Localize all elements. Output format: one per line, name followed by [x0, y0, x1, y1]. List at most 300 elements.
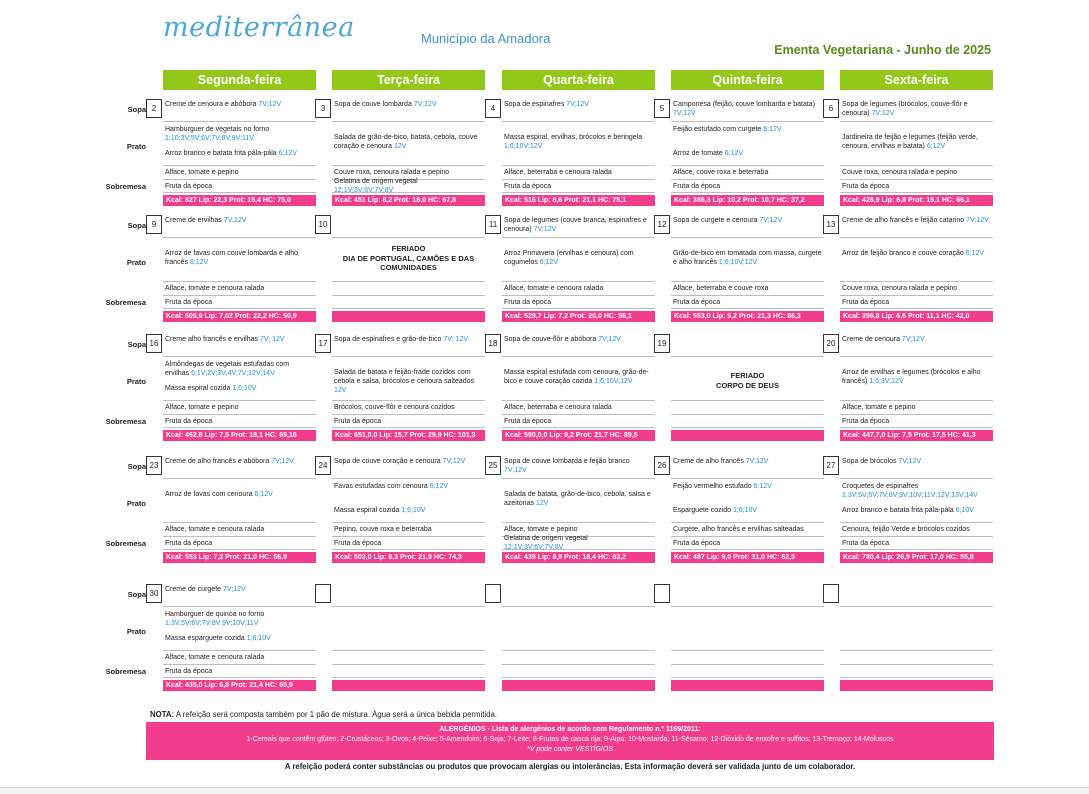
main-dish-text	[673, 506, 822, 515]
day-header-2: Quarta-feira	[502, 70, 655, 90]
soup-text	[673, 216, 822, 225]
allergen-codes: 6;12V	[926, 143, 946, 150]
allergens-title: ALERGÉNIOS - Lista de alergénios de acordo com Regulamento n.º 1169/2011:	[439, 726, 701, 733]
dessert-text	[504, 298, 653, 307]
cell-divider	[163, 308, 316, 309]
footer-disclaimer: A refeição poderá conter substâncias ou produtos que provocam alergias ou intolerâncias. Esta informação deverá ser validada junto de um colaborador.	[284, 762, 856, 771]
day-number: 19	[654, 334, 670, 353]
holiday-line: FERIADO	[391, 244, 426, 253]
cell-divider	[502, 414, 655, 415]
salad-text: Cenoura, feijão Verde e brócolos cozidos	[842, 526, 970, 533]
allergen-codes: 7V;12V	[966, 217, 989, 224]
dessert-text	[673, 182, 822, 191]
allergen-codes: 7V;12V	[271, 458, 294, 465]
soup-text	[504, 100, 653, 109]
cell-divider	[840, 192, 993, 193]
main-dish-text	[165, 610, 314, 628]
row-label-prato: Prato	[126, 499, 146, 508]
row-label-sobremesa: Sobremesa	[105, 539, 146, 548]
dish-text: Sopa de couve-flôr e abóbora	[504, 336, 599, 343]
dessert-text	[842, 539, 991, 548]
salad-text: Couve roxa, cenoura ralada e pepino	[334, 169, 450, 176]
cell-divider	[502, 606, 655, 607]
dish-text: Favas estufadas com cenoura	[334, 483, 430, 490]
kcal-bar: Kcal: 780,4 Lip: 26,9 Prot: 17,0 HC: 55,8	[840, 552, 993, 563]
day-number	[823, 584, 839, 603]
dish-text: Creme alho francês e ervilhas	[165, 336, 260, 343]
day-number	[485, 584, 501, 603]
cell-divider	[671, 650, 824, 651]
cell-divider	[502, 308, 655, 309]
day-number: 9	[146, 215, 162, 234]
cell-divider	[332, 237, 485, 238]
dessert-name: Fruta da época	[673, 183, 721, 190]
cell-divider	[671, 356, 824, 357]
dish-text: Creme de cenoura	[842, 336, 902, 343]
dessert-name: Fruta da época	[842, 418, 890, 425]
allergen-codes: 7V;12V	[223, 217, 247, 224]
kcal-bar	[332, 311, 485, 322]
cell-divider	[163, 165, 316, 166]
cell-divider	[671, 165, 824, 166]
cell-divider	[163, 536, 316, 537]
cell-divider	[671, 237, 824, 238]
main-dish-text	[334, 506, 483, 515]
main-dish-text	[165, 384, 314, 393]
dessert-name: Fruta da época	[504, 299, 552, 306]
cell-divider	[332, 295, 485, 296]
municipality-title: Município da Amadora	[421, 31, 551, 46]
cell-divider	[163, 522, 316, 523]
cell-divider	[332, 414, 485, 415]
cell-divider	[840, 650, 993, 651]
allergen-codes: 12;1V;3V;6V;7V;8V	[334, 187, 394, 194]
allergen-codes: 6;1V;2V;3V;4V;7V;12V;14V	[191, 370, 275, 377]
allergen-codes: 7V;12V	[898, 458, 922, 465]
dessert-text	[334, 539, 483, 548]
cell-divider	[502, 664, 655, 665]
salad-text: Alface, beterraba e cenoura ralada	[504, 169, 612, 176]
day-number: 18	[485, 334, 501, 353]
dish-text: Arroz de favas com cenoura	[165, 491, 255, 498]
cell-divider	[502, 281, 655, 282]
cell-divider	[332, 664, 485, 665]
soup-text	[334, 335, 483, 344]
allergen-codes: 7V;12V	[598, 336, 621, 343]
cell-divider	[840, 414, 993, 415]
day-number: 4	[485, 99, 501, 118]
soup-text	[673, 457, 822, 466]
main-dish-text	[673, 149, 822, 158]
main-dish-text	[504, 133, 653, 151]
salad-text: Alface, tomate e pepino	[165, 404, 239, 411]
cell-divider	[502, 677, 655, 678]
soup-text	[842, 335, 991, 344]
allergen-codes: 1;6;10V	[732, 507, 758, 514]
allergen-codes: 1;6;10V	[232, 385, 257, 392]
soup-text	[334, 100, 483, 109]
salad-text: Alface, beterraba e couve roxa	[673, 285, 769, 292]
allergen-codes: 7V;12V	[871, 110, 895, 117]
allergen-codes: 1;6;10V;12V	[718, 259, 758, 266]
allergen-codes: 7V;12V	[566, 101, 589, 108]
dessert-name: Fruta da época	[842, 183, 890, 190]
cell-divider	[163, 281, 316, 282]
soup-text	[165, 100, 314, 109]
cell-divider	[502, 356, 655, 357]
dish-text: Sopa de curgete e cenoura	[673, 217, 760, 224]
dish-text: Sopa de espinafres e grão-de-bico	[334, 336, 444, 343]
main-dish-text	[165, 490, 314, 499]
soup-text	[504, 216, 653, 234]
salad-text: Couve roxa, cenoura ralada e pepino	[842, 169, 958, 176]
dessert-name: Fruta da época	[165, 183, 213, 190]
soup-text	[165, 216, 314, 225]
salad-text: Curgete, alho francês e ervilhas salteadas	[673, 526, 804, 533]
day-number: 2	[146, 99, 162, 118]
dish-text: Arroz de feijão branco e couve coração	[842, 250, 966, 257]
cell-divider	[332, 536, 485, 537]
kcal-bar: Kcal: 553,0 Lip: 9,2 Prot: 21,3 HC: 86,3	[671, 311, 824, 322]
allergen-codes: 1;10;3V;5V;6V;7V;8V;9V;11V	[165, 135, 254, 142]
cell-divider	[163, 549, 316, 550]
main-dish-text	[165, 634, 314, 643]
day-number	[315, 584, 331, 603]
kcal-bar: Kcal: 451 Lip: 8,2 Prot: 18,0 HC: 67,8	[332, 195, 485, 206]
main-dish-text	[165, 249, 314, 267]
allergen-codes: 6;12V	[429, 483, 449, 490]
main-dish-text	[842, 133, 991, 151]
cell-divider	[671, 295, 824, 296]
cell-divider	[163, 356, 316, 357]
allergen-codes: 7V;12V	[222, 586, 246, 593]
dish-text: Salada de grão-de-bico, batata, cebola, couve coração e cenoura	[334, 134, 478, 150]
kcal-bar: Kcal: 396,8 Lip: 6,6 Prot: 11,1 HC: 42,0	[840, 311, 993, 322]
day-header-1: Terça-feira	[332, 70, 485, 90]
dish-text: Creme de alho francês	[673, 458, 746, 465]
cell-divider	[332, 308, 485, 309]
cell-divider	[671, 536, 824, 537]
dessert-text	[165, 417, 314, 426]
dish-text: Camponesa (feijão, couve lombarda e batata)	[673, 101, 816, 108]
row-label-sopa: Sopa	[127, 340, 146, 349]
day-number: 27	[823, 456, 839, 475]
dessert-text	[504, 182, 653, 191]
cell-divider	[163, 192, 316, 193]
kcal-bar: Kcal: 503,0 Lip: 8,3 Prot: 21,9 HC: 74,3	[332, 552, 485, 563]
kcal-bar: Kcal: 590,0,0 Lip: 9,2 Prot: 21,7 HC: 89,5	[502, 430, 655, 441]
cell-divider	[840, 478, 993, 479]
cell-divider	[671, 664, 824, 665]
holiday-notice	[671, 371, 824, 390]
day-number: 12	[654, 215, 670, 234]
cell-divider	[671, 414, 824, 415]
allergen-codes: 6;12V	[965, 250, 985, 257]
dish-text: Massa espiral estufada com cenoura, grão-de-bico e couve coração cozida	[504, 369, 649, 385]
cell-divider	[840, 664, 993, 665]
day-number: 25	[485, 456, 501, 475]
allergen-codes: 1;3V;5V;6V;7V;8V;9V;10V;11V;12V;13V;14V	[842, 492, 978, 499]
allergen-codes: 1;6;10V;12V	[504, 143, 543, 150]
cell-divider	[163, 237, 316, 238]
dish-text: Creme de alho francês e abóbora	[165, 458, 272, 465]
allergen-codes: 7V;12V	[759, 217, 783, 224]
salad-text: Alface, tomate e cenoura ralada	[165, 654, 265, 661]
cell-divider	[502, 650, 655, 651]
cell-divider	[840, 400, 993, 401]
allergen-codes: 7V;12V	[413, 101, 437, 108]
allergen-codes: 12V	[393, 143, 407, 150]
dessert-text	[504, 417, 653, 426]
day-number: 6	[823, 99, 839, 118]
soup-text	[165, 335, 314, 344]
cell-divider	[163, 650, 316, 651]
row-label-sopa: Sopa	[127, 105, 146, 114]
row-label-prato: Prato	[126, 142, 146, 151]
allergen-codes: 1;6;10V	[246, 635, 271, 642]
main-dish-text	[673, 249, 822, 267]
cell-divider	[840, 549, 993, 550]
dessert-name: Gelatina de origem vegetal	[334, 178, 418, 185]
dessert-name: Fruta da época	[504, 183, 552, 190]
soup-text	[165, 585, 314, 594]
allergen-codes: 1;3V;5V;6V;7V;8V;9V;10V;11V	[165, 620, 259, 627]
day-header-4: Sexta-feira	[840, 70, 993, 90]
soup-text	[504, 457, 653, 475]
soup-text	[842, 216, 991, 225]
dessert-text	[165, 667, 314, 676]
note-label: NOTA:	[150, 710, 175, 719]
allergen-codes: 12;1V;3V;6V;7V;8V	[504, 544, 564, 551]
cell-divider	[671, 427, 824, 428]
row-label-sobremesa: Sobremesa	[105, 417, 146, 426]
row-label-sobremesa: Sobremesa	[105, 298, 146, 307]
dish-text: Arroz de ervilhas e legumes (brócolos e alho francês)	[842, 369, 981, 385]
cell-divider	[502, 121, 655, 122]
dessert-name: Gelatina de origem vegetal	[504, 535, 588, 542]
cell-divider	[163, 179, 316, 180]
kcal-bar: Kcal: 487 Lip: 9,0 Prot: 31,0 HC: 62,5	[671, 552, 824, 563]
dessert-text	[842, 417, 991, 426]
dessert-text	[165, 539, 314, 548]
cell-divider	[840, 356, 993, 357]
allergen-codes: 7V; 12V	[443, 336, 469, 343]
cell-divider	[671, 400, 824, 401]
cell-divider	[332, 677, 485, 678]
allergen-codes: 7V;12V	[442, 458, 466, 465]
kcal-bar: Kcal: 553 Lip: 7,2 Prot: 21,0 HC: 56,9	[163, 552, 316, 563]
main-dish-text	[673, 125, 822, 134]
dessert-name: Fruta da época	[334, 540, 382, 547]
day-number: 5	[654, 99, 670, 118]
soup-text	[334, 457, 483, 466]
salad-text: Pepino, couve roxa e beterraba	[334, 526, 432, 533]
dish-text: Sopa de brócolos	[842, 458, 899, 465]
allergen-codes: 7V;12V	[533, 226, 557, 233]
cell-divider	[840, 165, 993, 166]
cell-divider	[502, 427, 655, 428]
brand-logo: mediterrânea	[163, 12, 355, 43]
dish-text: Arroz de tomate	[673, 150, 725, 157]
day-number	[654, 584, 670, 603]
cell-divider	[502, 295, 655, 296]
allergens-box	[146, 722, 994, 760]
holiday-line: FERIADO	[730, 371, 765, 380]
allergen-codes: 7V;12V	[673, 110, 696, 117]
dish-text: Creme de alho francês e feijão catarino	[842, 217, 967, 224]
row-label-sobremesa: Sobremesa	[105, 182, 146, 191]
salad-text: Couve roxa, cenoura ralada e pepino	[842, 285, 958, 292]
cell-divider	[163, 427, 316, 428]
kcal-bar: Kcal: 505,9 Lip: 7,02 Prot: 22,2 HC: 50,9	[163, 311, 316, 322]
day-number: 26	[654, 456, 670, 475]
dish-text: Sopa de couve lombarda	[334, 101, 414, 108]
dish-text: Massa espiral cozida	[165, 385, 233, 392]
cell-divider	[163, 677, 316, 678]
allergen-codes: 1;6;10V	[401, 507, 426, 514]
dish-text: Creme de ervilhas	[165, 217, 224, 224]
dessert-name: Fruta da época	[673, 299, 721, 306]
day-header-3: Quinta-feira	[671, 70, 824, 90]
kcal-bar: Kcal: 529,7 Lip: 7,2 Prot: 20,0 HC: 56,1	[502, 311, 655, 322]
cell-divider	[502, 192, 655, 193]
cell-divider	[671, 606, 824, 607]
dish-text: Feijão vermelho estufado	[673, 483, 754, 490]
soup-text	[842, 457, 991, 466]
dish-text: Feijão estufado com curgete	[673, 126, 764, 133]
dish-text: Arroz branco e batata frita pála-pála	[842, 507, 956, 514]
main-dish-text	[165, 125, 314, 143]
salad-text: Brócolos, couve-flôr e cenoura cozidos	[334, 404, 455, 411]
dish-text: Jardineira de feijão e legumes (feijão verde, cenoura, ervilhas e batata)	[842, 134, 978, 150]
allergen-codes: 6;12V	[278, 150, 297, 157]
dish-text: Grão-de-bico em tomatada com massa, curgete e alho francês	[673, 250, 822, 266]
day-number: 3	[315, 99, 331, 118]
dish-text: Hamburguer de quinoa no forno	[165, 611, 265, 618]
kcal-bar: Kcal: 439 Lip: 8,9 Prot: 18,4 HC: 63,2	[502, 552, 655, 563]
main-dish-text	[504, 249, 653, 267]
cell-divider	[671, 192, 824, 193]
dessert-name: Fruta da época	[673, 540, 721, 547]
salad-text: Alface, tomate e cenoura ralada	[165, 285, 265, 292]
kcal-bar: Kcal: 462,8 Lip: 7,5 Prot: 18,1 HC: 69,16	[163, 430, 316, 441]
salad-text: Alface, tomate e cenoura ralada	[504, 285, 604, 292]
cell-divider	[671, 478, 824, 479]
allergens-list: 1-Cereais que contêm glúten; 2-Crustáceos; 3-Ovos; 4-Peixe; 5-Amendoim; 6-Soja; 7-Leite; 8-Frutos de casca rija; 9-Aipo; 10-Mostarda; 11-Sésamo; 12-Dióxido de enxofre e sulfitos; 13-Tremoço; 14-Moluscos	[246, 736, 894, 743]
row-label-sobremesa: Sobremesa	[105, 667, 146, 676]
main-dish-text	[842, 249, 991, 258]
cell-divider	[332, 606, 485, 607]
salad-text: Alface, tomate e pepino	[165, 169, 239, 176]
kcal-bar	[671, 430, 824, 441]
dish-text: Salada de batata e feijão-frade cozidos com cebola e salsa, brócolos e cenoura salteados	[334, 369, 475, 385]
cell-divider	[840, 522, 993, 523]
cell-divider	[840, 281, 993, 282]
cell-divider	[163, 664, 316, 665]
allergen-codes: 6;12V	[254, 491, 273, 498]
kcal-bar: Kcal: 516 Lip: 8,6 Prot: 21,1 HC: 75,1	[502, 195, 655, 206]
dish-text: Arroz de favas com couve lombarda e alho francês	[165, 250, 299, 266]
dish-text: Sopa de legumes (couve branca, espinafres e cenoura)	[504, 217, 647, 233]
cell-divider	[163, 414, 316, 415]
kcal-bar: Kcal: 447,7,0 Lip: 7,5 Prot: 17,5 HC: 41,3	[840, 430, 993, 441]
cell-divider	[332, 121, 485, 122]
main-dish-text	[165, 360, 314, 378]
dish-text: Sopa de legumes (brócolos, couve-flôr e cenoura)	[842, 101, 968, 117]
holiday-line: CORPO DE DEUS	[716, 380, 779, 390]
cell-divider	[671, 308, 824, 309]
dessert-name: Fruta da época	[842, 299, 890, 306]
holiday-line: DIA DE PORTUGAL, CAMÕES E DAS	[342, 253, 475, 263]
row-label-sopa: Sopa	[127, 462, 146, 471]
allergen-codes: 7V;12V	[745, 458, 769, 465]
row-label-sopa: Sopa	[127, 590, 146, 599]
note-text: A refeição será composta também por 1 pão de mistura. Água será a única bebida permitida.	[174, 710, 497, 719]
allergen-codes: 6;10V	[955, 507, 974, 514]
dessert-name: Fruta da época	[165, 418, 213, 425]
cell-divider	[502, 522, 655, 523]
holiday-notice	[332, 244, 485, 273]
dessert-name: Fruta da época	[165, 299, 213, 306]
window-bottom-bar	[0, 787, 1089, 794]
main-dish-text	[673, 482, 822, 491]
cell-divider	[163, 606, 316, 607]
day-number: 11	[485, 215, 501, 234]
cell-divider	[671, 281, 824, 282]
allergens-vestiges: *V pode conter VESTÍGIOS	[527, 746, 613, 753]
allergen-codes: 6;12V	[753, 483, 772, 490]
dish-text: Massa espiral, ervilhas, brócolos e beringela	[504, 134, 643, 141]
cell-divider	[502, 478, 655, 479]
cell-divider	[502, 400, 655, 401]
cell-divider	[840, 536, 993, 537]
main-dish-text	[334, 133, 483, 151]
cell-divider	[163, 121, 316, 122]
dish-text: Hamburguer de vegetais no forno	[165, 126, 270, 133]
salad-text: Alface, beterraba e cenoura ralada	[504, 404, 612, 411]
soup-text	[842, 100, 991, 118]
cell-divider	[332, 356, 485, 357]
row-label-sopa: Sopa	[127, 221, 146, 230]
dessert-text	[165, 298, 314, 307]
dessert-text	[334, 417, 483, 426]
day-number: 16	[146, 334, 162, 353]
day-number: 13	[823, 215, 839, 234]
note	[150, 710, 497, 719]
dessert-text	[504, 534, 653, 552]
cell-divider	[840, 308, 993, 309]
allergen-codes: 6;12V	[189, 259, 209, 266]
dessert-text	[673, 298, 822, 307]
dessert-name: Fruta da época	[842, 540, 890, 547]
cell-divider	[671, 179, 824, 180]
allergen-codes: 12V	[334, 387, 347, 394]
cell-divider	[332, 281, 485, 282]
day-number: 20	[823, 334, 839, 353]
dish-text: Creme de cenoura e abóbora	[165, 101, 259, 108]
cell-divider	[671, 522, 824, 523]
allergen-codes: 6;12V	[763, 126, 782, 133]
kcal-bar	[671, 680, 824, 691]
dish-text: Esparguete cozido	[673, 507, 733, 514]
dish-text: Creme de curgete	[165, 586, 223, 593]
kcal-bar: Kcal: 435,0 Lip: 6,8 Prot: 21,4 HC: 65,9	[163, 680, 316, 691]
main-dish-text	[334, 482, 483, 491]
main-dish-text	[842, 482, 991, 500]
main-dish-text	[842, 506, 991, 515]
salad-text: Alface, tomate e pepino	[842, 404, 916, 411]
kcal-bar: Kcal: 386,3 Lip: 10,2 Prot: 10,7 HC: 37,2	[671, 195, 824, 206]
